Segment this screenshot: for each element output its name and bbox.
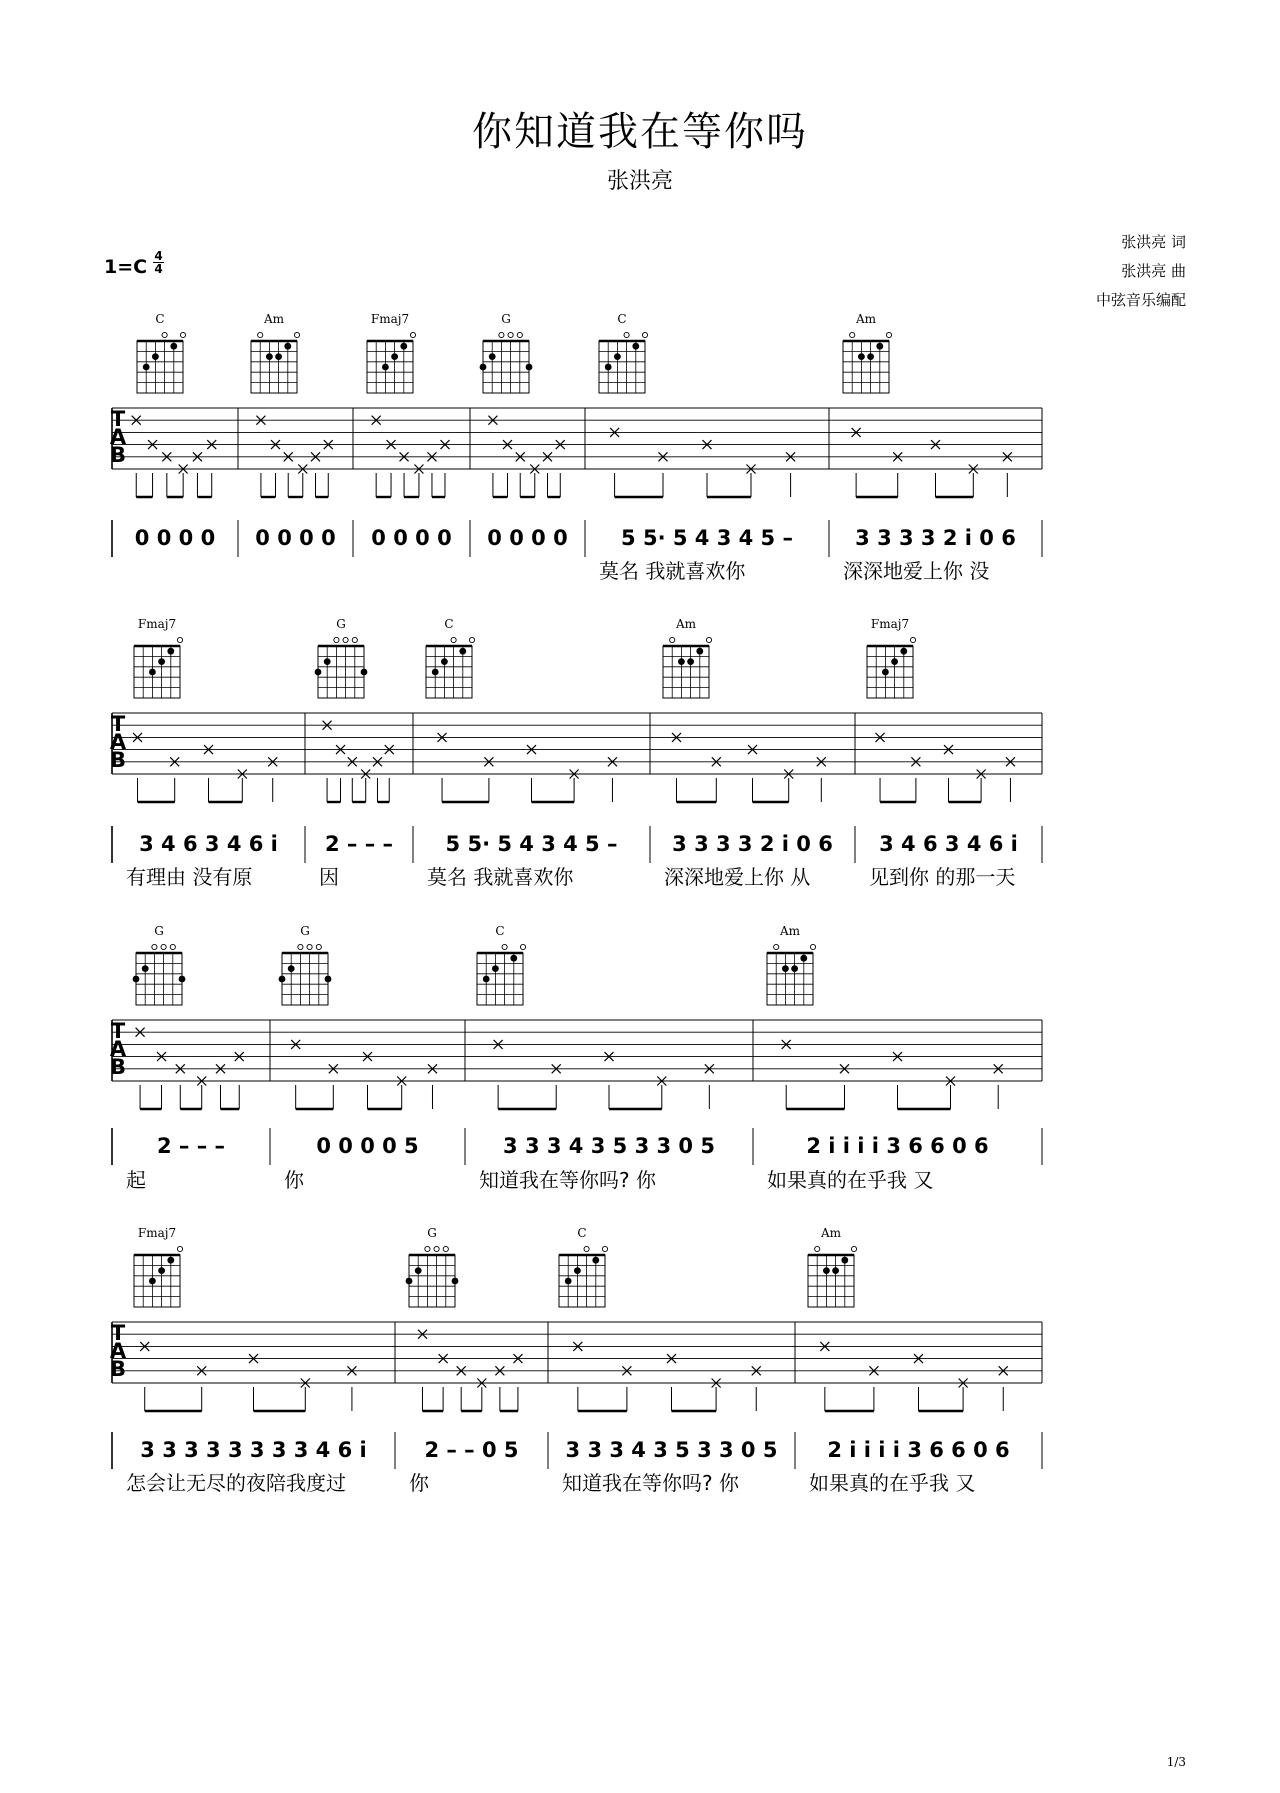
song-artist: 张洪亮 [606,169,673,194]
jianpu-measure: 0 0 0 0 5 [316,1134,419,1158]
jianpu-measure: 2 – – – [324,832,394,856]
tab-clef-letter: A [109,1339,127,1363]
open-string-marker [706,637,711,642]
jianpu-measure: 3 3 3 4 3 5 3 3 0 5 [503,1134,715,1158]
chord-diagram [134,617,183,698]
finger-dot [696,648,703,655]
finger-dot [284,343,291,350]
finger-dot [605,364,612,371]
open-string-marker [177,1246,182,1251]
finger-dot [170,343,177,350]
open-string-marker [774,944,779,949]
finger-dot [841,1257,848,1264]
chord-grid [483,341,529,393]
chord-name: C [444,617,454,631]
tab-clef-letter: B [109,1357,127,1381]
tab-system [110,1226,1042,1495]
chord-name: G [336,617,346,631]
open-string-marker [810,944,815,949]
chord-grid [318,646,364,698]
tab-clef-letter: T [110,1321,126,1345]
finger-dot [687,658,694,665]
chord-diagram [480,312,533,393]
finger-dot [149,1278,156,1285]
chord-name: Fmaj7 [137,617,177,631]
chord-grid [663,646,709,698]
chord-diagram [559,1226,608,1307]
finger-dot [800,955,807,962]
open-string-marker [642,332,647,337]
finger-dot [158,658,165,665]
chord-diagram [599,312,648,393]
lyric-line: 深深地爱上你 从 [664,865,811,889]
chord-name: Am [779,924,801,938]
chord-grid [808,1255,854,1307]
chord-diagram [867,617,916,698]
chord-name: Fmaj7 [137,1226,177,1240]
tab-clef-letter: B [109,748,127,772]
finger-dot [574,1267,581,1274]
chord-name: C [495,924,505,938]
arranger-credit: 中弦音乐编配 [1095,291,1186,309]
open-string-marker [294,332,299,337]
jianpu-measure: 0 0 0 0 [255,526,336,550]
finger-dot [167,648,174,655]
chord-diagram [808,1226,857,1307]
tab-clef-letter: A [109,425,127,449]
chord-grid [134,646,180,698]
finger-dot [678,658,685,665]
chord-diagram [426,617,475,698]
finger-dot [614,353,621,360]
finger-dot [142,965,149,972]
finger-dot [900,648,907,655]
open-string-marker [624,332,629,337]
finger-dot [315,669,322,676]
finger-dot [179,976,186,983]
lyric-line: 莫名 我就喜欢你 [427,865,574,889]
chord-name: G [154,924,164,938]
open-string-marker [307,944,312,949]
lyric-line: 有理由 没有原 [126,865,253,889]
open-string-marker [451,637,456,642]
lyric-line: 怎会让无尽的夜陪我度过 [126,1471,346,1495]
open-string-marker [298,944,303,949]
finger-dot [492,965,499,972]
song-title: 你知道我在等你吗 [472,109,808,155]
jianpu-measure: 3 3 3 4 3 5 3 3 0 5 [565,1438,778,1462]
chord-diagram [315,617,368,698]
finger-dot [823,1267,830,1274]
chord-name: C [617,312,627,326]
chord-grid [867,646,913,698]
finger-dot [483,976,490,983]
lyric-line: 你 [409,1471,429,1495]
jianpu-measure: 2 – – – [156,1134,226,1158]
finger-dot [510,955,517,962]
tab-clef-letter: T [110,1019,126,1043]
finger-dot [400,343,407,350]
jianpu-measure: 5 5· 5 4 3 4 5 – [445,832,618,856]
chord-diagram [133,924,186,1005]
jianpu-measure: 0 0 0 0 [371,526,452,550]
finger-dot [415,1267,422,1274]
finger-dot [432,669,439,676]
chord-diagram [477,924,526,1005]
finger-dot [632,343,639,350]
open-string-marker [425,1246,430,1251]
tab-clef-letter: A [109,1037,127,1061]
finger-dot [382,364,389,371]
chord-name: Am [855,312,877,326]
tab-clef-letter: A [109,730,127,754]
jianpu-measure: 3 3 3 3 3 3 3 3 4 6 i [140,1438,367,1462]
chord-name: Fmaj7 [870,617,910,631]
lyric-line: 莫名 我就喜欢你 [599,559,746,583]
open-string-marker [508,332,513,337]
finger-dot [592,1257,599,1264]
finger-dot [452,1278,459,1285]
chord-name: C [577,1226,587,1240]
open-string-marker [502,944,507,949]
lyric-line: 知道我在等你吗? 你 [562,1471,739,1495]
finger-dot [526,364,533,371]
open-string-marker [499,332,504,337]
chord-grid [282,953,328,1005]
jianpu-measure: 3 4 6 3 4 6 i [139,832,278,856]
finger-dot [361,669,368,676]
lyric-line: 深深地爱上你 没 [843,559,990,583]
open-string-marker [517,332,522,337]
finger-dot [876,343,883,350]
jianpu-measure: 0 0 0 0 [487,526,568,550]
finger-dot [133,976,140,983]
chord-grid [843,341,889,393]
chord-name: Am [263,312,285,326]
chord-diagram [663,617,712,698]
chord-diagram [251,312,300,393]
finger-dot [167,1257,174,1264]
finger-dot [266,353,273,360]
jianpu-measure: 2 i i i i 3 6 6 0 6 [827,1438,1010,1462]
chord-name: G [300,924,310,938]
tab-clef-letter: B [109,1055,127,1079]
finger-dot [891,658,898,665]
open-string-marker [520,944,525,949]
finger-dot [325,976,332,983]
chord-name: Am [820,1226,842,1240]
time-sig-bottom: 4 [154,262,163,276]
finger-dot [565,1278,572,1285]
lyricist-credit: 张洪亮 词 [1121,233,1186,251]
finger-dot [158,1267,165,1274]
chord-diagram [137,312,186,393]
chord-diagram [843,312,892,393]
lyric-line: 因 [319,865,339,889]
open-string-marker [410,332,415,337]
open-string-marker [170,944,175,949]
finger-dot [149,669,156,676]
finger-dot [275,353,282,360]
jianpu-measure: 3 3 3 3 2 i 0 6 [855,526,1016,550]
open-string-marker [180,332,185,337]
open-string-marker [469,637,474,642]
tab-system [110,924,1042,1192]
tab-clef-letter: T [110,407,126,431]
finger-dot [480,364,487,371]
jianpu-measure: 2 i i i i 3 6 6 0 6 [806,1134,989,1158]
finger-dot [858,353,865,360]
finger-dot [867,353,874,360]
finger-dot [882,669,889,676]
lyric-line: 起 [126,1168,146,1192]
finger-dot [391,353,398,360]
lyric-line: 如果真的在乎我 又 [767,1168,934,1192]
time-sig-top: 4 [154,249,163,263]
chord-name: C [155,312,165,326]
open-string-marker [343,637,348,642]
finger-dot [782,965,789,972]
jianpu-measure: 5 5· 5 4 3 4 5 – [621,526,793,550]
chord-grid [367,341,413,393]
open-string-marker [850,332,855,337]
tab-clef-letter: T [110,712,126,736]
key-signature: 1=C [104,256,148,278]
jianpu-measure: 2 – – 0 5 [424,1438,519,1462]
open-string-marker [352,637,357,642]
chord-name: Fmaj7 [370,312,410,326]
lyric-line: 你 [284,1168,304,1192]
tab-system [110,617,1042,889]
open-string-marker [851,1246,856,1251]
jianpu-measure: 3 3 3 3 2 i 0 6 [672,832,833,856]
chord-grid [134,1255,180,1307]
jianpu-measure: 0 0 0 0 [134,526,216,550]
lyric-line: 知道我在等你吗? 你 [479,1168,656,1192]
finger-dot [459,648,466,655]
finger-dot [288,965,295,972]
lyric-line: 见到你 的那一天 [869,865,1016,889]
chord-name: Am [675,617,697,631]
open-string-marker [334,637,339,642]
open-string-marker [670,637,675,642]
finger-dot [279,976,286,983]
open-string-marker [316,944,321,949]
open-string-marker [177,637,182,642]
chord-grid [409,1255,455,1307]
open-string-marker [443,1246,448,1251]
finger-dot [143,364,150,371]
chord-diagram [134,1226,183,1307]
open-string-marker [910,637,915,642]
finger-dot [791,965,798,972]
tab-clef-letter: B [109,443,127,467]
lyric-line: 如果真的在乎我 又 [809,1471,976,1495]
open-string-marker [162,332,167,337]
composer-credit: 张洪亮 曲 [1121,262,1186,280]
open-string-marker [815,1246,820,1251]
finger-dot [152,353,159,360]
chord-diagram [406,1226,459,1307]
open-string-marker [602,1246,607,1251]
finger-dot [324,658,331,665]
finger-dot [489,353,496,360]
open-string-marker [152,944,157,949]
open-string-marker [258,332,263,337]
open-string-marker [584,1246,589,1251]
chord-diagram [279,924,332,1005]
chord-name: G [427,1226,437,1240]
page-number: 1/3 [1166,1755,1186,1769]
chord-name: G [501,312,511,326]
finger-dot [832,1267,839,1274]
chord-grid [767,953,813,1005]
tab-system [110,312,1042,583]
chord-grid [251,341,297,393]
finger-dot [441,658,448,665]
finger-dot [406,1278,413,1285]
open-string-marker [434,1246,439,1251]
open-string-marker [886,332,891,337]
chord-grid [136,953,182,1005]
chord-diagram [767,924,816,1005]
jianpu-measure: 3 4 6 3 4 6 i [879,832,1018,856]
open-string-marker [161,944,166,949]
chord-diagram [367,312,416,393]
